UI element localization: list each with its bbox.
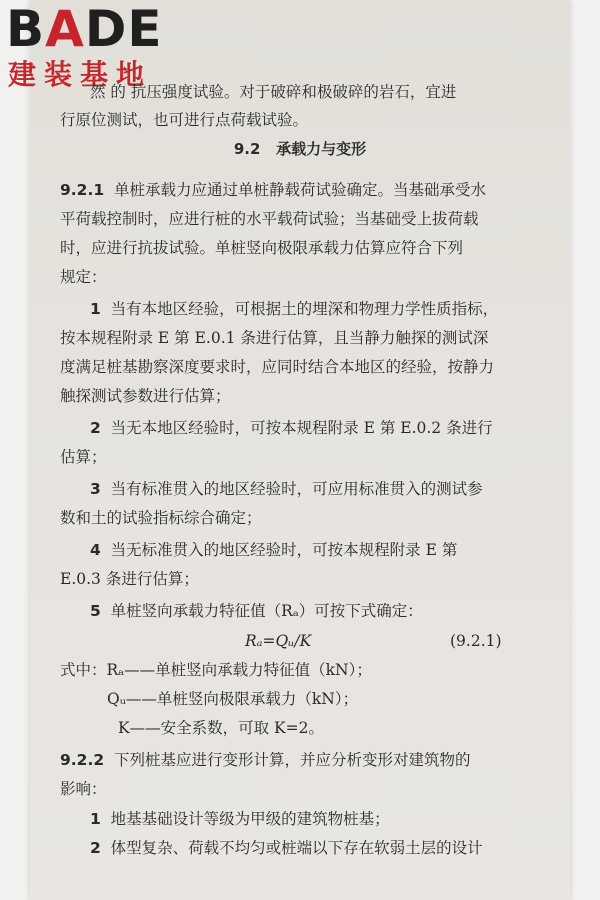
where-line: 式中：Rₐ——单桩竖向承载力特征值（kN）； — [60, 661, 372, 679]
list-item: 4 当无标准贯入的地区经验时，可按本规程附录 E 第 — [90, 541, 458, 559]
text-line: 触探测试参数进行估算； — [60, 387, 231, 405]
text-line: 按本规程附录 E 第 E.0.1 条进行估算，且当静力触探的测试深 — [60, 329, 489, 347]
text-line: 估算； — [60, 448, 107, 466]
list-item: 3 当有标准贯入的地区经验时，可应用标准贯入的测试参 — [90, 480, 483, 498]
formula: Rₐ=Qᵤ/K — [245, 632, 312, 650]
clause-9-2-2: 9.2.2 下列桩基应进行变形计算，并应分析变形对建筑物的 — [60, 751, 471, 769]
text-line: 规定： — [60, 268, 107, 286]
list-item: 1 当有本地区经验，可根据土的埋深和物理力学性质指标， — [90, 300, 499, 318]
section-heading: 9.2 承载力与变形 — [233, 140, 367, 158]
text-line: 行原位测试，也可进行点荷载试验。 — [60, 111, 309, 129]
list-item: 2 体型复杂、荷载不均匀或桩端以下存在软弱土层的设计 — [90, 839, 483, 857]
logo-brand: BADE — [6, 0, 163, 58]
text-line: 平荷载控制时，应进行桩的水平载荷试验；当基础受上拔荷载 — [60, 210, 479, 228]
list-item: 5 单桩竖向承载力特征值（Rₐ）可按下式确定： — [90, 602, 423, 620]
list-item: 2 当无本地区经验时，可按本规程附录 E 第 E.0.2 条进行 — [90, 419, 493, 437]
text-line: 影响： — [60, 780, 107, 798]
formula-number: (9.2.1) — [450, 632, 502, 650]
where-line: Qᵤ——单桩竖向极限承载力（kN）； — [107, 690, 359, 708]
logo-subtitle: 建装基地 — [8, 58, 153, 91]
text-line: 时，应进行抗拔试验。单桩竖向极限承载力估算应符合下列 — [60, 239, 464, 257]
text-line: 度满足桩基勘察深度要求时，应同时结合本地区的经验，按静力 — [60, 358, 495, 376]
list-item: 1 地基基础设计等级为甲级的建筑物桩基； — [90, 810, 390, 828]
text-line: E.0.3 条进行估算； — [60, 570, 199, 588]
where-line: K——安全系数，可取 K=2。 — [118, 719, 324, 737]
text-line: 然 的 抗压强度试验。对于破碎和极破碎的岩石，宜进 — [90, 83, 457, 101]
clause-9-2-1: 9.2.1 单桩承载力应通过单桩静载荷试验确定。当基础承受水 — [60, 181, 487, 199]
text-line: 数和土的试验指标综合确定； — [60, 509, 262, 527]
